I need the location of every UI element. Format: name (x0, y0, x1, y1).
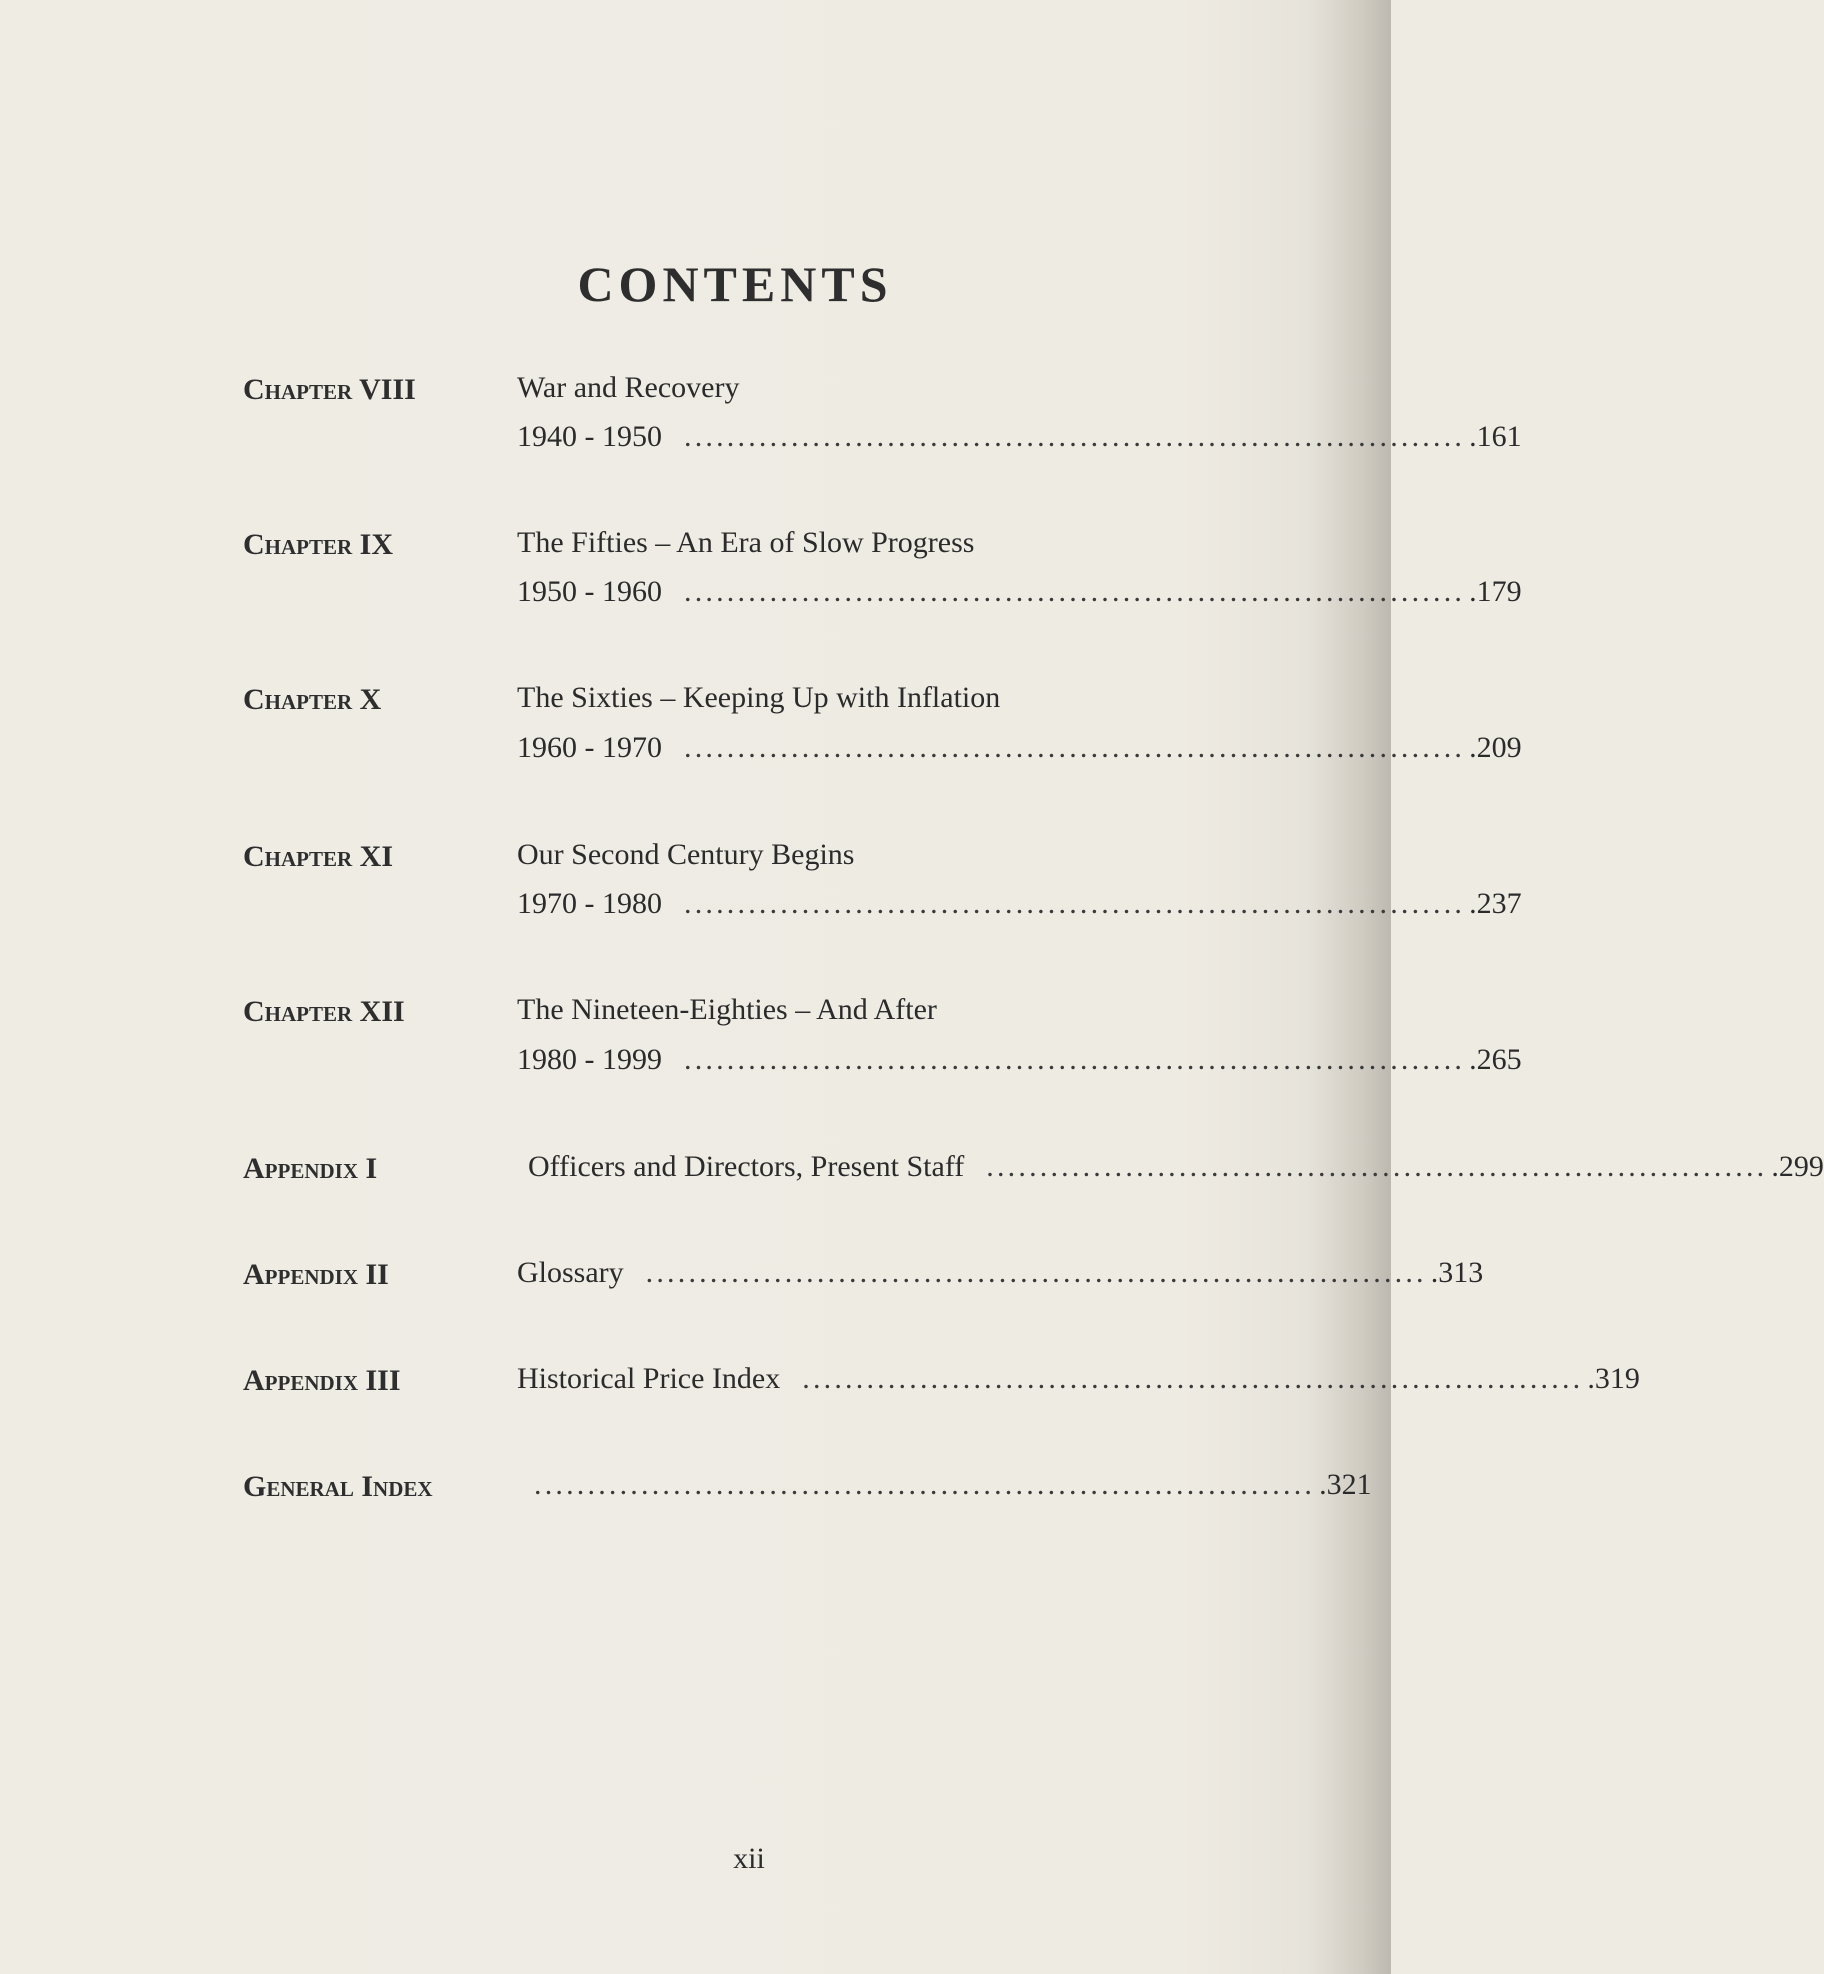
appendix-title: Glossary (517, 1256, 624, 1289)
appendix-label: Appendix III (243, 1364, 401, 1397)
chapter-label: Chapter IX (243, 528, 394, 561)
page-number: .209 (1469, 731, 1522, 764)
page-number: .299 (1771, 1150, 1824, 1183)
toc-entry (517, 1362, 1640, 1400)
chapter-label: Chapter VIII (243, 373, 416, 406)
chapter-heading: The Fifties – An Era of Slow Progress (517, 526, 975, 559)
leader-dots: ......................................................................... (534, 1468, 1316, 1501)
toc-entry (517, 420, 1522, 458)
page-folio: xii (733, 1842, 765, 1875)
toc-entry (517, 887, 1522, 925)
chapter-years: 1970 - 1980 (517, 887, 662, 920)
page-number: .265 (1469, 1043, 1522, 1076)
leader-dots: ......................................................................... (802, 1362, 1584, 1395)
page-number: .179 (1469, 575, 1522, 608)
toc-entry (517, 1256, 1484, 1294)
index-label: General Index (243, 1470, 433, 1503)
toc-entry (534, 1468, 1372, 1506)
leader-dots: ......................................................................... (684, 887, 1466, 920)
leader-dots: ......................................................................... (645, 1256, 1427, 1289)
chapter-heading: Our Second Century Begins (517, 838, 855, 871)
leader-dots: ......................................................................... (684, 575, 1466, 608)
chapter-heading: War and Recovery (517, 371, 740, 404)
page-number: .237 (1469, 887, 1522, 920)
chapter-label: Chapter XII (243, 995, 405, 1028)
page-number: .161 (1469, 420, 1522, 453)
toc-entry (517, 1043, 1522, 1081)
chapter-label: Chapter X (243, 683, 382, 716)
appendix-label: Appendix II (243, 1258, 389, 1291)
chapter-heading: The Nineteen-Eighties – And After (517, 993, 937, 1026)
page-title: CONTENTS (577, 256, 893, 312)
appendix-label: Appendix I (243, 1152, 378, 1185)
chapter-years: 1960 - 1970 (517, 731, 662, 764)
leader-dots: ......................................................................... (684, 1043, 1466, 1076)
chapter-heading: The Sixties – Keeping Up with Inflation (517, 681, 1001, 714)
toc-entry (517, 731, 1522, 769)
toc-entry (517, 575, 1522, 613)
chapter-years: 1950 - 1960 (517, 575, 662, 608)
appendix-title: Officers and Directors, Present Staff (528, 1150, 965, 1183)
leader-dots: ......................................................................... (684, 731, 1466, 764)
chapter-label: Chapter XI (243, 840, 394, 873)
chapter-years: 1940 - 1950 (517, 420, 662, 453)
page-number: .313 (1430, 1256, 1484, 1289)
page-number: .321 (1319, 1468, 1372, 1501)
toc-entry (528, 1150, 1824, 1188)
page-number: .319 (1587, 1362, 1640, 1395)
leader-dots: ......................................................................... (986, 1150, 1768, 1183)
appendix-title: Historical Price Index (517, 1362, 781, 1395)
leader-dots: ......................................................................... (684, 420, 1466, 453)
chapter-years: 1980 - 1999 (517, 1043, 662, 1076)
